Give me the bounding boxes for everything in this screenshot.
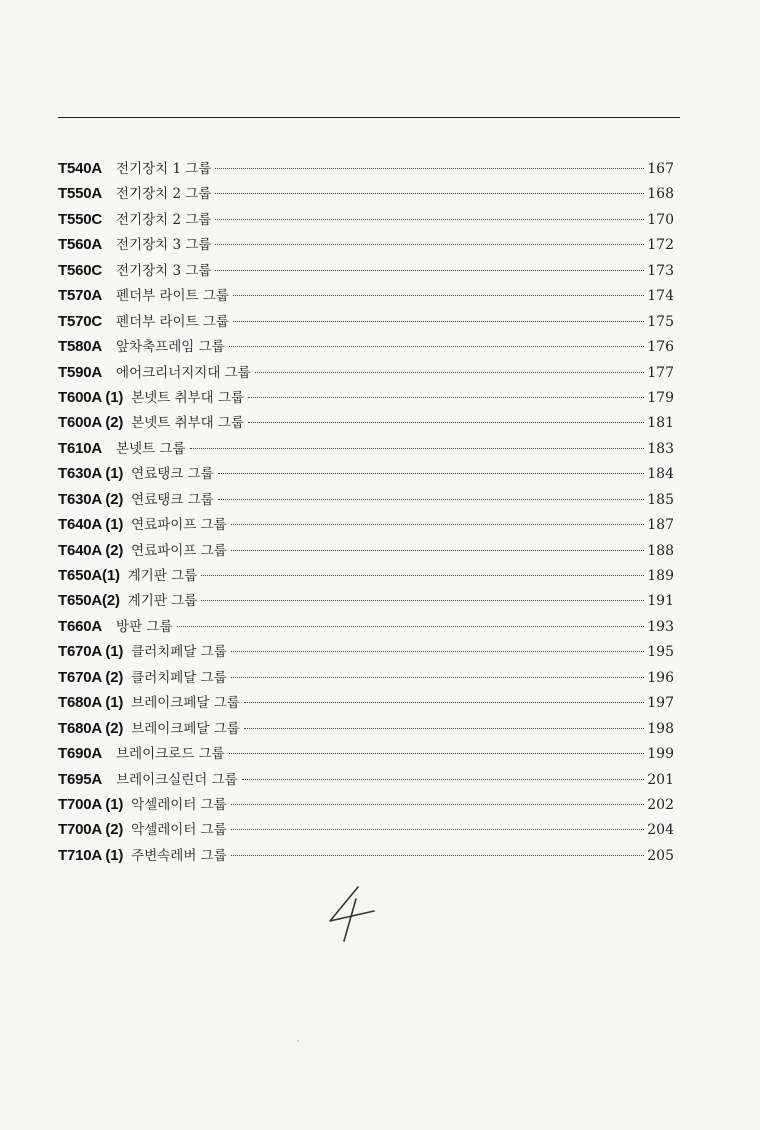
toc-entry-page: 197 <box>647 695 674 712</box>
toc-entry <box>58 410 674 435</box>
toc-entry-code: T695A <box>58 770 103 788</box>
toc-entry-title: 연료파이프 그룹 <box>131 542 227 559</box>
toc-entry-code: T560C <box>58 261 103 279</box>
toc-entry-title: 전기장치 3 그룹 <box>116 262 212 279</box>
toc-entry-title: 악셀레이터 그룹 <box>131 822 227 839</box>
toc-entry-page: 199 <box>647 746 674 763</box>
toc-entry <box>58 716 674 741</box>
toc-dot-leader <box>215 168 644 169</box>
toc-entry-page: 205 <box>647 847 674 864</box>
toc-entry <box>58 309 674 334</box>
toc-entry <box>58 283 674 308</box>
toc-entry-page: 185 <box>647 491 674 508</box>
toc-dot-leader <box>231 804 645 805</box>
toc-entry-code: T690A <box>58 745 103 763</box>
toc-entry-code: T560A <box>58 236 103 254</box>
toc-entry-page: 170 <box>647 211 674 228</box>
toc-entry-page: 201 <box>647 771 674 788</box>
toc-dot-leader <box>231 651 645 652</box>
toc-entry-title: 브레이크페달 그룹 <box>131 695 240 712</box>
toc-entry <box>58 843 674 868</box>
toc-entry-title: 본넷트 그룹 <box>116 440 186 457</box>
toc-entry <box>58 156 674 181</box>
toc-entry-page: 172 <box>647 237 674 254</box>
toc-entry-title: 펜더부 라이트 그룹 <box>116 288 229 305</box>
toc-entry-code: T570C <box>58 312 103 330</box>
toc-entry <box>58 207 674 232</box>
toc-entry <box>58 614 674 639</box>
toc-entry-title: 클러치페달 그룹 <box>131 669 227 686</box>
toc-entry-code: T650A(2) <box>58 592 120 610</box>
toc-entry-title: 계기판 그룹 <box>127 593 198 610</box>
toc-dot-leader <box>231 855 645 856</box>
toc-entry-title: 계기판 그룹 <box>127 568 198 584</box>
toc-entry-code: T580A <box>58 338 103 356</box>
toc-dot-leader <box>229 753 645 754</box>
toc-entry-code: T680A (2) <box>58 719 124 737</box>
toc-entry-title: 본넷트 취부대 그룹 <box>131 415 245 432</box>
toc-entry <box>58 792 674 817</box>
toc-dot-leader <box>177 626 645 627</box>
toc-entry-title: 클러치페달 그룹 <box>131 644 227 661</box>
toc-entry <box>58 741 674 766</box>
toc-entry-code: T650A(1) <box>58 567 120 584</box>
toc-entry-code: T550A <box>58 185 103 203</box>
toc-dot-leader <box>218 499 645 500</box>
toc-entry-title: 브레이크페달 그룹 <box>131 720 240 737</box>
toc-entry-title: 펜더부 라이트 그룹 <box>116 313 229 330</box>
toc-entry-title: 브레이크로드 그룹 <box>116 746 225 763</box>
toc-entry <box>58 767 674 792</box>
toc-entry-code: T640A (2) <box>58 541 124 559</box>
toc-entry-title: 주변속레버 그룹 <box>131 847 227 864</box>
toc-entry <box>58 334 674 359</box>
toc-entry <box>58 817 674 842</box>
toc-entry-title: 악셀레이터 그룹 <box>131 796 227 813</box>
toc-dot-leader <box>231 524 645 525</box>
toc-entry-page: 184 <box>647 466 674 483</box>
toc-entry <box>58 436 674 461</box>
toc-dot-leader <box>229 346 645 347</box>
toc-entry-title: 전기장치 2 그룹 <box>116 186 212 203</box>
toc-entry-code: T670A (1) <box>58 643 124 661</box>
toc-entry-code: T670A (2) <box>58 668 124 686</box>
handwritten-page-number <box>322 883 382 945</box>
toc-dot-leader <box>244 702 644 703</box>
toc-entry <box>58 588 674 613</box>
toc-entry-code: T550C <box>58 210 103 228</box>
toc-entry <box>58 232 674 257</box>
toc-entry-page: 177 <box>647 364 674 381</box>
toc-dot-leader <box>248 397 644 398</box>
toc-entry-code: T660A <box>58 617 103 635</box>
toc-dot-leader <box>201 600 644 601</box>
toc-entry <box>58 563 674 588</box>
toc-dot-leader <box>233 321 644 322</box>
toc-entry-code: T640A (1) <box>58 516 124 534</box>
toc-entry-page: 204 <box>647 822 674 839</box>
toc-dot-leader <box>215 193 644 194</box>
toc-entry-page: 187 <box>647 517 674 534</box>
toc-entry-page: 191 <box>647 593 674 610</box>
paper-speck <box>297 1040 299 1042</box>
toc-dot-leader <box>201 575 644 576</box>
toc-entry <box>58 665 674 690</box>
toc-entry <box>58 487 674 512</box>
toc-dot-leader <box>242 779 645 780</box>
toc-entry-page: 176 <box>647 339 674 356</box>
toc-entry-code: T680A (1) <box>58 694 124 712</box>
toc-entry-page: 179 <box>647 389 674 406</box>
toc-dot-leader <box>231 829 645 830</box>
toc-entry-title: 전기장치 3 그룹 <box>116 237 212 254</box>
toc-entry-title: 앞차축프레임 그룹 <box>116 339 225 356</box>
toc-entry-code: T630A (1) <box>58 465 124 483</box>
toc-dot-leader <box>231 550 645 551</box>
toc-dot-leader <box>244 728 644 729</box>
toc-entry-page: 174 <box>647 288 674 305</box>
toc-entry-page: 167 <box>647 161 674 177</box>
toc-entry-title: 본넷트 취부대 그룹 <box>131 389 245 406</box>
toc-entry <box>58 512 674 537</box>
toc-entry-title: 전기장치 1 그룹 <box>116 161 212 177</box>
toc-entry-page: 188 <box>647 542 674 559</box>
toc-entry-page: 175 <box>647 313 674 330</box>
toc-entry <box>58 181 674 206</box>
toc-entry <box>58 385 674 410</box>
toc-entry-code: T540A <box>58 160 103 177</box>
toc-entry-page: 168 <box>647 186 674 203</box>
toc-entry-page: 183 <box>647 440 674 457</box>
toc-dot-leader <box>190 448 645 449</box>
toc-entry <box>58 258 674 283</box>
toc-entry-page: 181 <box>647 415 674 432</box>
toc-entry <box>58 690 674 715</box>
toc-entry-code: T710A (1) <box>58 846 124 864</box>
toc-dot-leader <box>215 244 644 245</box>
toc-entry-page: 195 <box>647 644 674 661</box>
toc-entry-code: T700A (1) <box>58 795 124 813</box>
toc-entry <box>58 360 674 385</box>
header-rule <box>58 117 680 118</box>
toc-entry-code: T630A (2) <box>58 490 124 508</box>
toc-entry-title: 전기장치 2 그룹 <box>116 211 212 228</box>
toc-entry-title: 연료탱크 그룹 <box>131 466 214 483</box>
toc-entry <box>58 639 674 664</box>
toc-dot-leader <box>231 677 645 678</box>
toc-entry-page: 189 <box>647 568 674 584</box>
toc-entry-page: 202 <box>647 796 674 813</box>
toc-dot-leader <box>215 219 644 220</box>
toc-entry-code: T700A (2) <box>58 821 124 839</box>
toc-entry-title: 연료탱크 그룹 <box>131 491 214 508</box>
toc-dot-leader <box>233 295 644 296</box>
toc-entry-title: 연료파이프 그룹 <box>131 517 227 534</box>
toc-dot-leader <box>248 422 644 423</box>
toc-entry-title: 방판 그룹 <box>116 618 173 635</box>
toc-dot-leader <box>215 270 644 271</box>
toc-entry-code: T610A <box>58 439 103 457</box>
toc-dot-leader <box>218 473 645 474</box>
toc-entry <box>58 461 674 486</box>
toc-entry-code: T570A <box>58 287 103 305</box>
toc-entry-title: 브레이크실린더 그룹 <box>116 771 238 788</box>
toc-entry <box>58 538 674 563</box>
toc-entry-code: T590A <box>58 363 103 381</box>
toc-dot-leader <box>255 372 645 373</box>
toc-entry-page: 173 <box>647 262 674 279</box>
toc-entry-title: 에어크리너지지대 그룹 <box>116 364 251 381</box>
toc-entry-page: 198 <box>647 720 674 737</box>
toc-entry-page: 193 <box>647 618 674 635</box>
table-of-contents <box>58 156 674 868</box>
toc-entry-code: T600A (1) <box>58 388 124 406</box>
toc-entry-page: 196 <box>647 669 674 686</box>
toc-entry-code: T600A (2) <box>58 414 124 432</box>
